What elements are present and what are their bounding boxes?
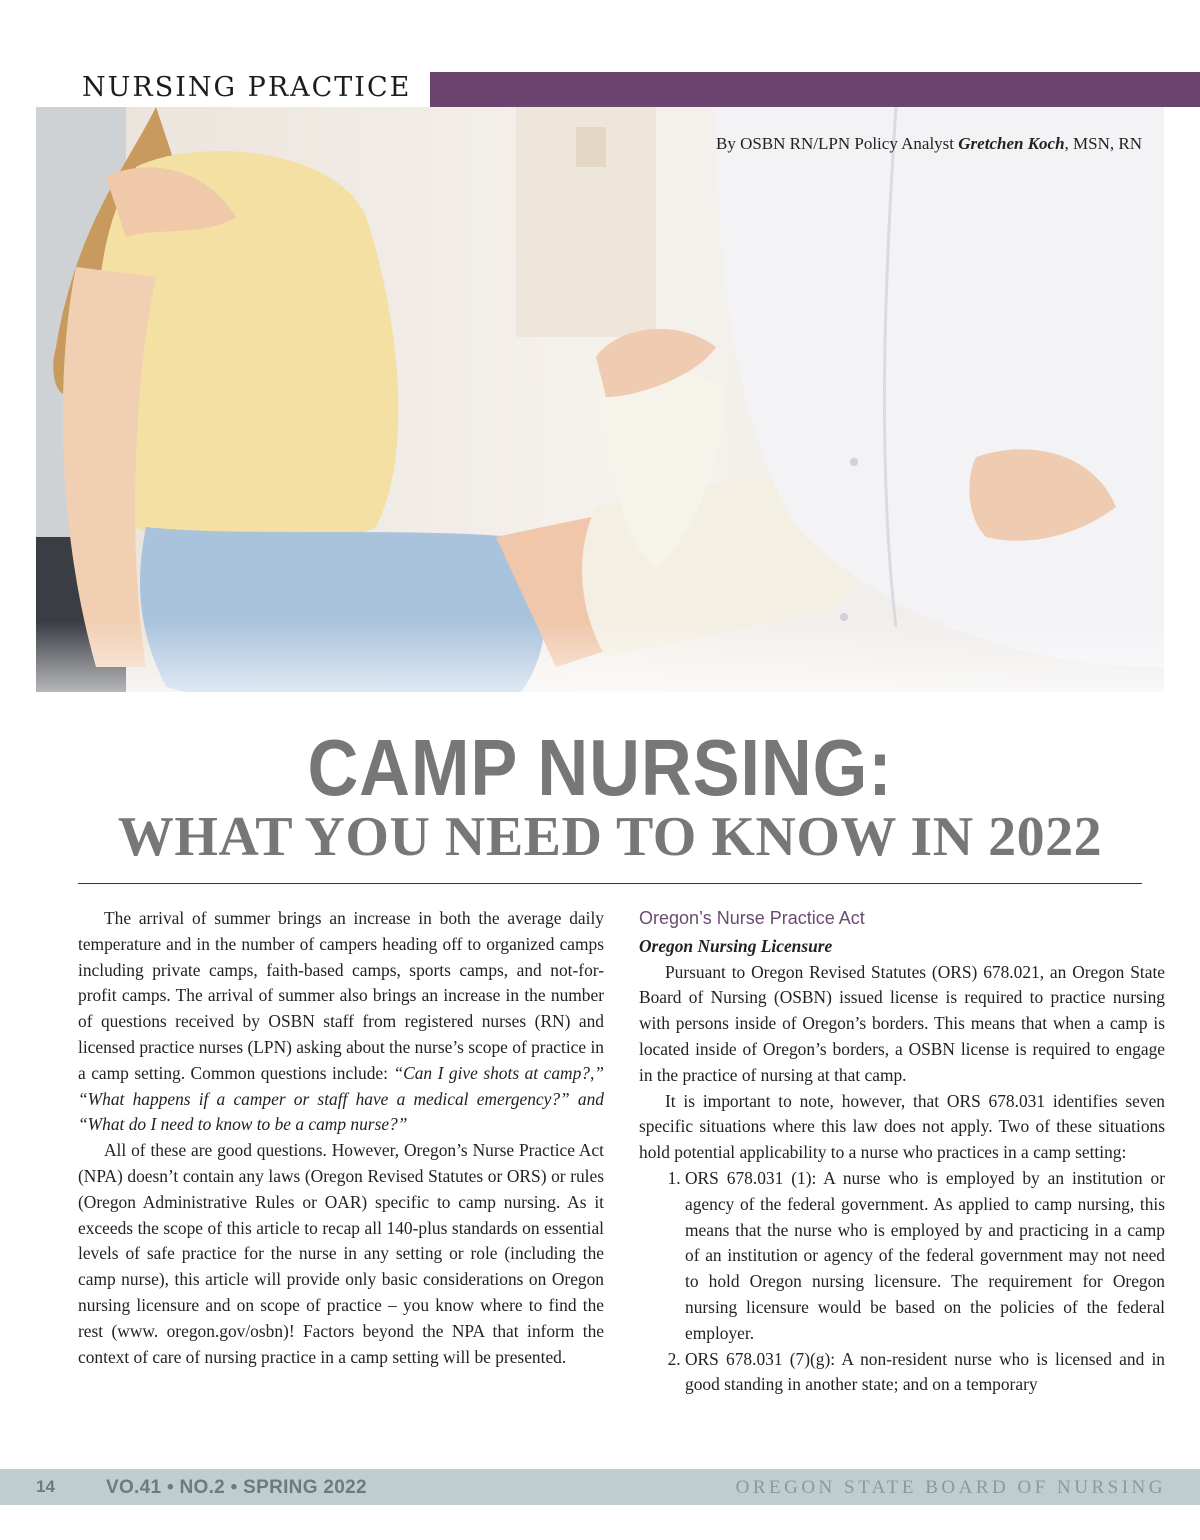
right-column <box>639 906 1165 1398</box>
byline-prefix: By OSBN RN/LPN Policy Analyst <box>715 134 959 153</box>
intro-paragraph <box>78 906 604 1138</box>
byline-credentials: , MSN, RN <box>1064 134 1142 153</box>
list-item: 1. ORS 678.031 (1): A nurse who is employed by an institution or agency of the federal government. As applied to camp nursing, this means that the nurse who is employed by and practicing in a camp of an institution or agency of the federal government may not need to hold Oregon nursing licensure. The requirement for Oregon nursing licensure would be based on the policies of the federal employer. <box>685 1166 1165 1347</box>
hero-photo-illustration <box>36 107 1164 734</box>
byline <box>716 134 1142 154</box>
publisher-name: OREGON STATE BOARD OF NURSING <box>735 1477 1166 1498</box>
page-number: 14 <box>36 1477 55 1496</box>
list-item: 2. ORS 678.031 (7)(g): A non-resident nurse who is licensed and in good standing in another state; and on a temporary <box>685 1347 1165 1399</box>
section-label: NURSING PRACTICE <box>82 72 412 103</box>
section-heading: Oregon’s Nurse Practice Act <box>639 908 865 928</box>
body-paragraph: All of these are good questions. However, Oregon’s Nurse Practice Act (NPA) doesn’t contain any laws (Oregon Revised Statutes or ORS) or rules (Oregon Administrative Rules or OAR) specific to camp nursing. As it exceeds the scope of this article to recap all 140-plus standards on essential levels of safe practice for the nurse in any setting or role (including the camp nurse), this article will provide only basic considerations on Oregon nursing licensure and on scope of practice – you know where to find the rest (www. oregon.gov/osbn)! Factors beyond the NPA that inform the context of care of nursing practice in a camp setting will be presented. <box>78 1140 604 1367</box>
intro-questions: “Can I give shots at camp?,” “What happens if a camper or staff have a medical emergency?” and “What do I need to know to be a camp nurse?” <box>78 1062 604 1135</box>
header-accent-bar <box>430 72 1200 107</box>
issue-info: VO.41 • NO.2 • SPRING 2022 <box>106 1477 367 1498</box>
hero-photo <box>36 107 1164 734</box>
intro-text: The arrival of summer brings an increase in both the average daily temperature and in the number of campers heading off to organized camps including private camps, faith-based camps, sports camps, and not-for-profit camps. The arrival of summer also brings an increase in the number of questions received by OSBN staff from registered nurses (RN) and licensed practice nurses (LPN) asking about the nurse’s scope of practice in a camp setting. Common questions include: <box>78 908 604 1083</box>
licensure-paragraph: Pursuant to Oregon Revised Statutes (ORS) 678.021, an Oregon State Board of Nursing (OSBN) issued license is required to practice nursing with persons inside of Oregon’s borders. This means that when a camp is located inside of Oregon’s borders, a OSBN license is required to engage in the practice of nursing at that camp. <box>639 961 1165 1085</box>
left-column <box>78 906 604 1370</box>
exemptions-paragraph: It is important to note, however, that ORS 678.031 identifies seven specific situations where this law does not apply. Two of these situations hold potential applicability to a nurse who practices in a camp setting: <box>639 1090 1165 1163</box>
article-subtitle: WHAT YOU NEED TO KNOW IN 2022 <box>117 806 1103 868</box>
section-subheading: Oregon Nursing Licensure <box>639 935 833 956</box>
footer-bar <box>0 1469 1200 1505</box>
title-divider <box>78 883 1142 884</box>
article-title: CAMP NURSING: <box>307 723 893 812</box>
byline-author: Gretchen Koch <box>958 134 1065 153</box>
exemptions-list <box>639 1166 1165 1398</box>
